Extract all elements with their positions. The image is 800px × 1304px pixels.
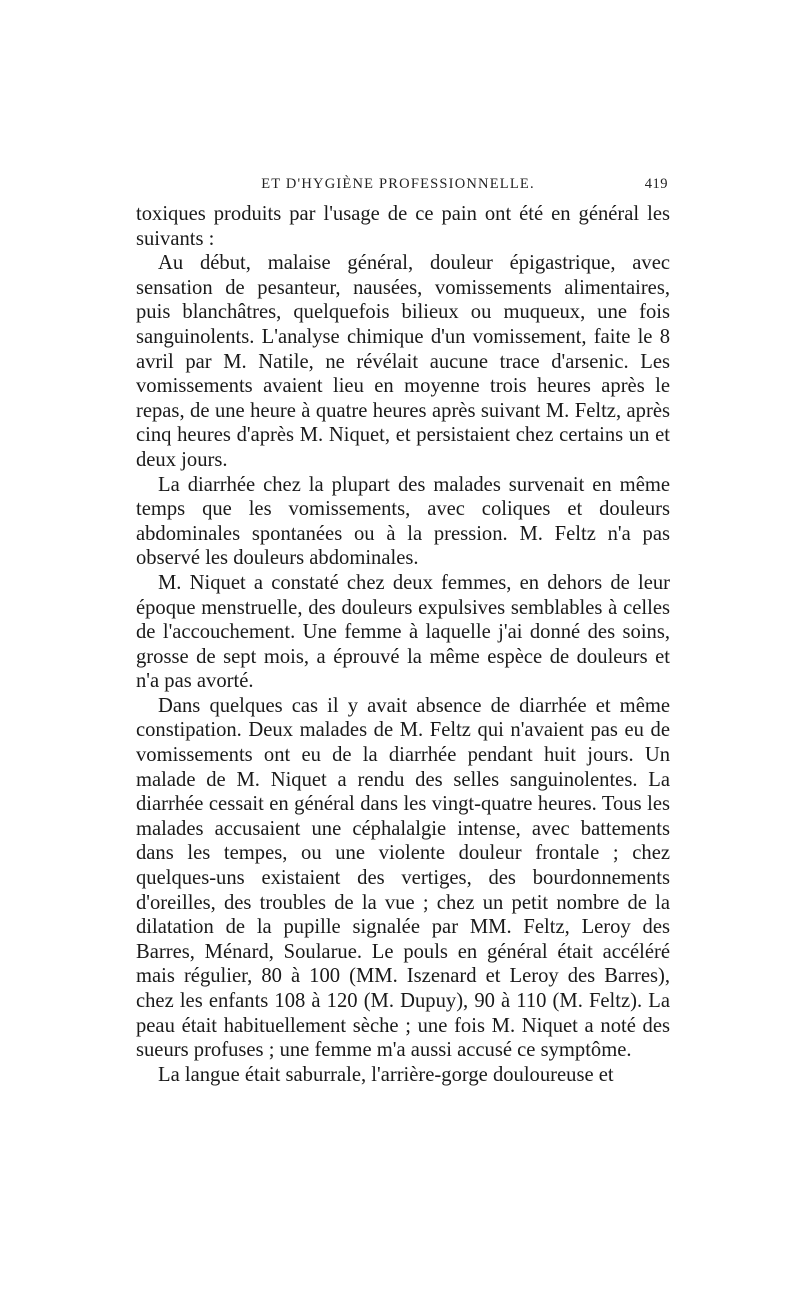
header-title: ET D'HYGIÈNE PROFESSIONNELLE. <box>261 176 535 192</box>
paragraph-symptoms-onset: Au début, malaise général, douleur épigastrique, avec sensation de pesanteur, nausées, vomissements alimentaires, puis blanchâtres, quelquefois bilieux ou muqueux, une fois sanguinolents. L'analyse chimique d'un vomissement, faite le 8 avril par M. Natile, ne révélait aucune trace d'arsenic. Les vomissements avaient lieu en moyenne trois heures après le repas, de une heure à quatre heures après suivant M. Feltz, après cinq heures d'après M. Niquet, et persistaient chez certains un et deux jours. <box>136 252 670 471</box>
body-text <box>136 202 670 1087</box>
paragraph-tongue: La langue était saburrale, l'arrière-gorge douloureuse et <box>158 1063 614 1086</box>
running-header <box>136 170 670 202</box>
paragraph-expulsive-pains: M. Niquet a constaté chez deux femmes, en dehors de leur époque menstruelle, des douleurs expulsives semblables à celles de l'accouchement. Une femme à laquelle j'ai donné des soins, grosse de sept mois, a éprouvé la même espèce de douleurs et n'a pas avorté. <box>136 571 670 693</box>
paragraph-continuation: toxiques produits par l'usage de ce pain ont été en général les suivants : <box>136 203 670 250</box>
page-number: 419 <box>644 176 668 192</box>
paragraph-constipation-cephalalgia: Dans quelques cas il y avait absence de diarrhée et même constipation. Deux malades de M. Feltz qui n'avaient pas eu de vomissements ont eu de la diarrhée pendant huit jours. Un malade de M. Niquet a rendu des selles sanguinolentes. La diarrhée cessait en général dans les vingt-quatre heures. Tous les malades accusaient une céphalalgie intense, avec battements dans les tempes, ou une violente douleur frontale ; chez quelques-uns existaient des vertiges, des bourdonnements d'oreilles, des troubles de la vue ; chez un petit nombre de la dilatation de la pupille signalée par MM. Feltz, Leroy des Barres, Ménard, Soularue. Le pouls en général était accéléré mais régulier, 80 à 100 (MM. Iszenard et Leroy des Barres), chez les enfants 108 à 120 (M. Dupuy), 90 à 110 (M. Feltz). La peau était habituellement sèche ; une fois M. Niquet a noté des sueurs profuses ; une femme m'a aussi accusé ce symptôme. <box>136 694 670 1062</box>
book-page <box>136 170 670 1087</box>
paragraph-diarrhea: La diarrhée chez la plupart des malades survenait en même temps que les vomissements, avec coliques et douleurs abdominales spontanées ou à la pression. M. Feltz n'a pas observé les douleurs abdominales. <box>136 473 670 570</box>
